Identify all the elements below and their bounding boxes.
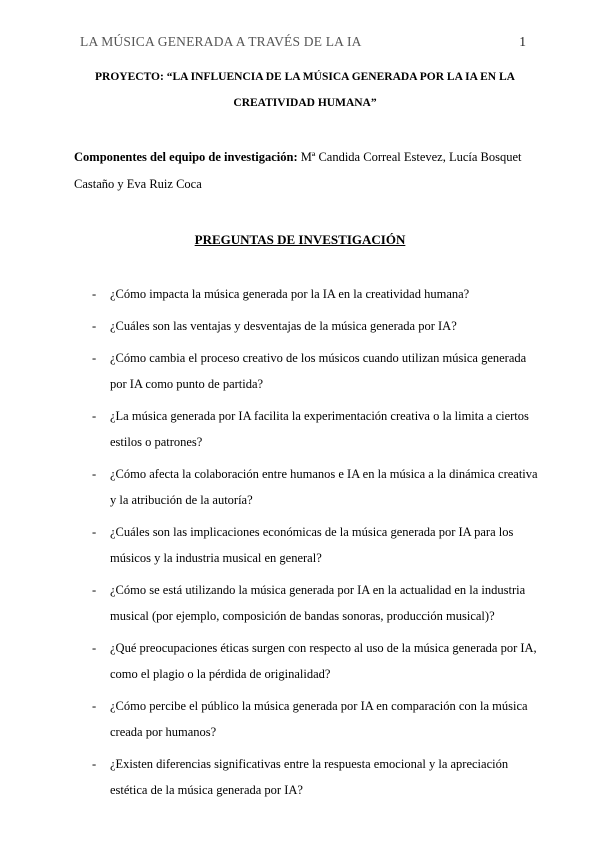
team-line-1 xyxy=(74,150,522,165)
section-heading: PREGUNTAS DE INVESTIGACIÓN xyxy=(194,232,406,247)
question-line: ¿Cómo impacta la música generada por la IA en la creatividad humana? xyxy=(110,287,470,301)
question-line: ¿Cómo se está utilizando la música generada por IA en la actualidad en la industria xyxy=(110,583,526,597)
team-label: Componentes del equipo de investigación: xyxy=(74,150,298,164)
question-line: músicos y la industria musical en general? xyxy=(110,551,322,565)
question-line: y la atribución de la autoría? xyxy=(110,493,253,507)
question-line: ¿Cómo cambia el proceso creativo de los músicos cuando utilizan música generada xyxy=(110,351,527,365)
running-head: LA MÚSICA GENERADA A TRAVÉS DE LA IA xyxy=(80,34,362,49)
question-bullet: - xyxy=(92,641,97,655)
team-members-1: Mª Candida Correal Estevez, Lucía Bosquet xyxy=(300,150,522,164)
question-line: ¿Cómo afecta la colaboración entre humanos e IA en la música a la dinámica creativa xyxy=(110,467,538,481)
question-line: por IA como punto de partida? xyxy=(110,377,264,391)
question-bullet: - xyxy=(92,351,97,365)
question-line: ¿Cuáles son las ventajas y desventajas de la música generada por IA? xyxy=(110,319,457,333)
question-bullet: - xyxy=(92,319,97,333)
project-title-line-2: CREATIVIDAD HUMANA” xyxy=(233,97,377,109)
project-title-line-1: PROYECTO: “LA INFLUENCIA DE LA MÚSICA GENERADA POR LA IA EN LA xyxy=(95,71,515,83)
question-line: musical (por ejemplo, composición de bandas sonoras, producción musical)? xyxy=(110,609,495,623)
question-bullet: - xyxy=(92,583,97,597)
question-line: estética de la música generada por IA? xyxy=(110,783,303,797)
question-line: ¿Cómo percibe el público la música generada por IA en comparación con la música xyxy=(110,699,528,713)
question-line: ¿La música generada por IA facilita la experimentación creativa o la limita a ciertos xyxy=(110,409,529,423)
team-line-2: Castaño y Eva Ruiz Coca xyxy=(74,177,202,191)
question-line: estilos o patrones? xyxy=(110,435,203,449)
question-line: ¿Qué preocupaciones éticas surgen con respecto al uso de la música generada por IA, xyxy=(110,641,537,655)
question-bullet: - xyxy=(92,525,97,539)
question-bullet: - xyxy=(92,699,97,713)
question-line: creada por humanos? xyxy=(110,725,217,739)
question-line: ¿Cuáles son las implicaciones económicas de la música generada por IA para los xyxy=(110,525,514,539)
question-line: como el plagio o la pérdida de originalidad? xyxy=(110,667,331,681)
question-bullet: - xyxy=(92,467,97,481)
question-bullet: - xyxy=(92,409,97,423)
question-bullet: - xyxy=(92,757,97,771)
page-number: 1 xyxy=(519,34,526,49)
question-bullet: - xyxy=(92,287,97,301)
question-line: ¿Existen diferencias significativas entre la respuesta emocional y la apreciación xyxy=(110,757,509,771)
